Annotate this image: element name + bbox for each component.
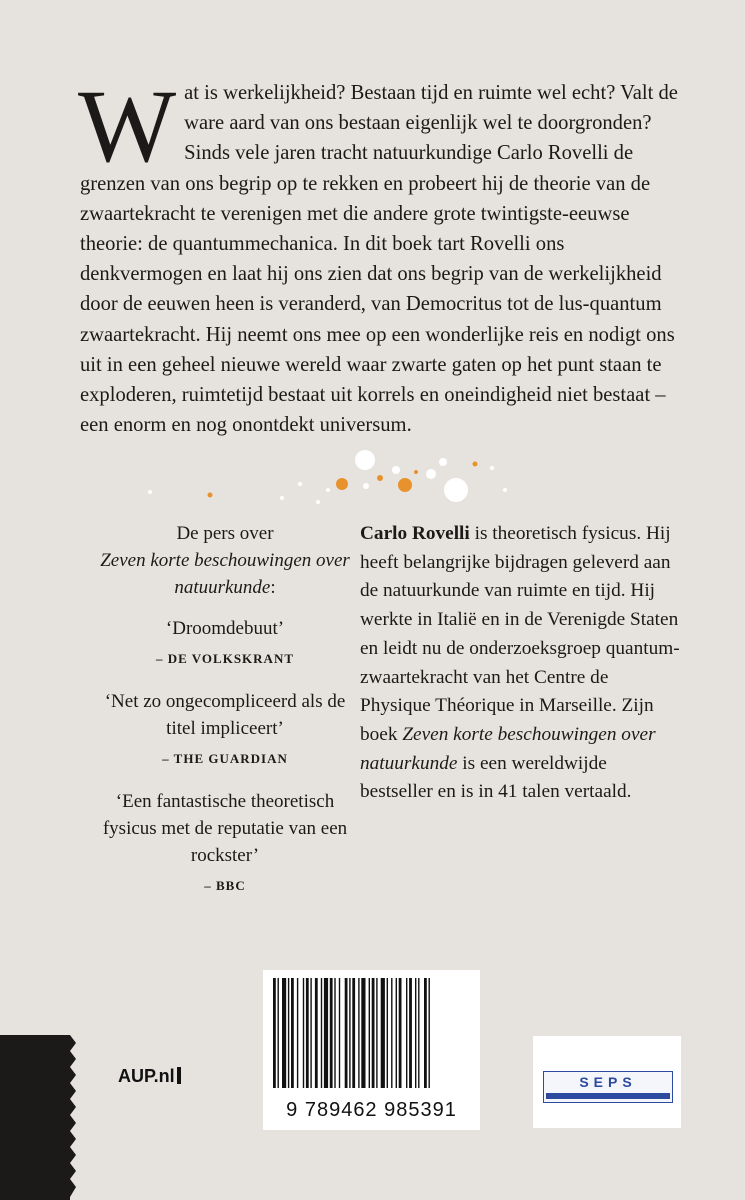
bio-book-title: Zeven korte beschouwingen over natuurkunde <box>360 723 656 774</box>
blurb-text: at is werkelijkheid? Bestaan tijd en ruimte wel echt? Valt de ware aard van ons bestaan eigenlijk wel te doorgronden? Sinds vele jaren tracht natuurkundige Carlo Rovelli de grenzen van ons begrip op te rekken en probeert hij de theorie van de zwaartekracht te verenigen met die andere grote twintigste-eeuwse theorie: de quantummechanica. In dit boek tart Rovelli ons denkvermogen en laat hij ons zien dat ons begrip van de werkelijkheid door de eeuwen heen is veranderd, van Democritus tot de lus-quantum zwaartekracht. Hij neemt ons mee op een wonderlijke reis en nodigt ons uit in een geheel nieuwe wereld waar zwarte gaten op het punt staan te exploderen, ruimtetijd bestaat uit korrels en oneindigheid niet bestaat – een enorm en nog onontdekt universum. <box>80 82 678 437</box>
barcode-bar <box>273 978 276 1088</box>
dot <box>326 488 330 492</box>
barcode-bar <box>429 978 430 1088</box>
press-source: – BBC <box>204 878 246 893</box>
publisher-logo <box>118 1066 181 1087</box>
press-source: – DE VOLKSKRANT <box>155 651 295 666</box>
dot <box>280 496 284 500</box>
seps-logo-text: SEPS <box>579 1074 637 1090</box>
barcode-bar <box>396 978 397 1088</box>
barcode-bar <box>310 978 311 1088</box>
drop-cap: W <box>78 69 177 184</box>
dot <box>316 500 320 504</box>
dot <box>208 493 213 498</box>
press-heading <box>95 520 355 601</box>
dot <box>398 478 412 492</box>
dot <box>503 488 507 492</box>
barcode-bar <box>399 978 402 1088</box>
seps-logo <box>533 1036 681 1128</box>
barcode-bar <box>282 978 286 1088</box>
press-source: – THE GUARDIAN <box>162 751 288 766</box>
dot <box>355 450 375 470</box>
author-bio <box>360 520 680 807</box>
barcode-bar <box>391 978 392 1088</box>
dot <box>490 466 494 470</box>
barcode-bar <box>334 978 335 1088</box>
dot <box>473 462 478 467</box>
barcode-bar <box>369 978 370 1088</box>
barcode-bar <box>330 978 333 1088</box>
barcode-bar <box>381 978 385 1088</box>
decorative-dots <box>0 440 745 520</box>
barcode-bar <box>303 978 304 1088</box>
barcode-bar <box>376 978 377 1088</box>
press-quote: ‘Net zo ongecompliceerd als de titel impliceert’ <box>104 691 346 739</box>
barcode-bar <box>361 978 365 1088</box>
barcode-bar <box>415 978 416 1088</box>
publisher-name: AUP.nl <box>118 1066 175 1086</box>
barcode-bar <box>418 978 419 1088</box>
barcode-bar <box>424 978 427 1088</box>
blurb <box>78 69 680 440</box>
barcode-bar <box>358 978 359 1088</box>
barcode-bar <box>321 978 322 1088</box>
barcode-bar <box>349 978 350 1088</box>
dot <box>414 470 418 474</box>
barcode-bar <box>372 978 375 1088</box>
barcode-bar <box>297 978 298 1088</box>
dot <box>336 478 348 490</box>
barcode-bar <box>324 978 328 1088</box>
bio-text: is theoretisch fysicus. Hij heeft belangrijke bijdragen geleverd aan de natuurkunde van ruimte en tijd. Hij werkte in Italië en in de Verenigde Staten en leidt nu de onderzoeksgroep quantumzwaartekracht van het Centre de Physique Théorique in Marseille. Zijn boek <box>360 523 680 745</box>
side-tab-shape <box>0 1035 80 1200</box>
press-heading-prefix: De pers over <box>176 523 274 544</box>
barcode-bar <box>387 978 388 1088</box>
barcode-bar <box>278 978 279 1088</box>
barcode-bar <box>409 978 412 1088</box>
barcode-bar <box>291 978 294 1088</box>
barcode-bar <box>352 978 355 1088</box>
dot <box>148 490 152 494</box>
press-quote: ‘Droomdebuut’ <box>165 618 285 639</box>
dot <box>363 483 369 489</box>
bio-text-end: is een wereldwijde bestseller en is in 41 talen vertaald. <box>360 752 632 803</box>
isbn-number: 9 789462 985391 <box>286 1099 457 1121</box>
press-quote: ‘Een fantastische theoretisch fysicus met de reputatie van een rockster’ <box>102 791 348 866</box>
author-name: Carlo Rovelli <box>360 523 470 544</box>
dot <box>439 458 447 466</box>
press-heading-title: Zeven korte beschouwingen over natuurkunde <box>100 550 350 598</box>
barcode-bars <box>263 978 480 1098</box>
press-quotes <box>95 520 355 915</box>
barcode-bar <box>306 978 309 1088</box>
dot <box>298 482 302 486</box>
barcode-bar <box>315 978 318 1088</box>
dot <box>377 475 383 481</box>
barcode-bar <box>406 978 407 1088</box>
dot <box>426 469 436 479</box>
barcode-bar <box>345 978 348 1088</box>
dot <box>444 478 468 502</box>
barcode-bar <box>339 978 340 1088</box>
press-heading-suffix: : <box>270 577 276 598</box>
barcode-bar <box>288 978 289 1088</box>
dot <box>392 466 400 474</box>
barcode <box>263 970 480 1130</box>
